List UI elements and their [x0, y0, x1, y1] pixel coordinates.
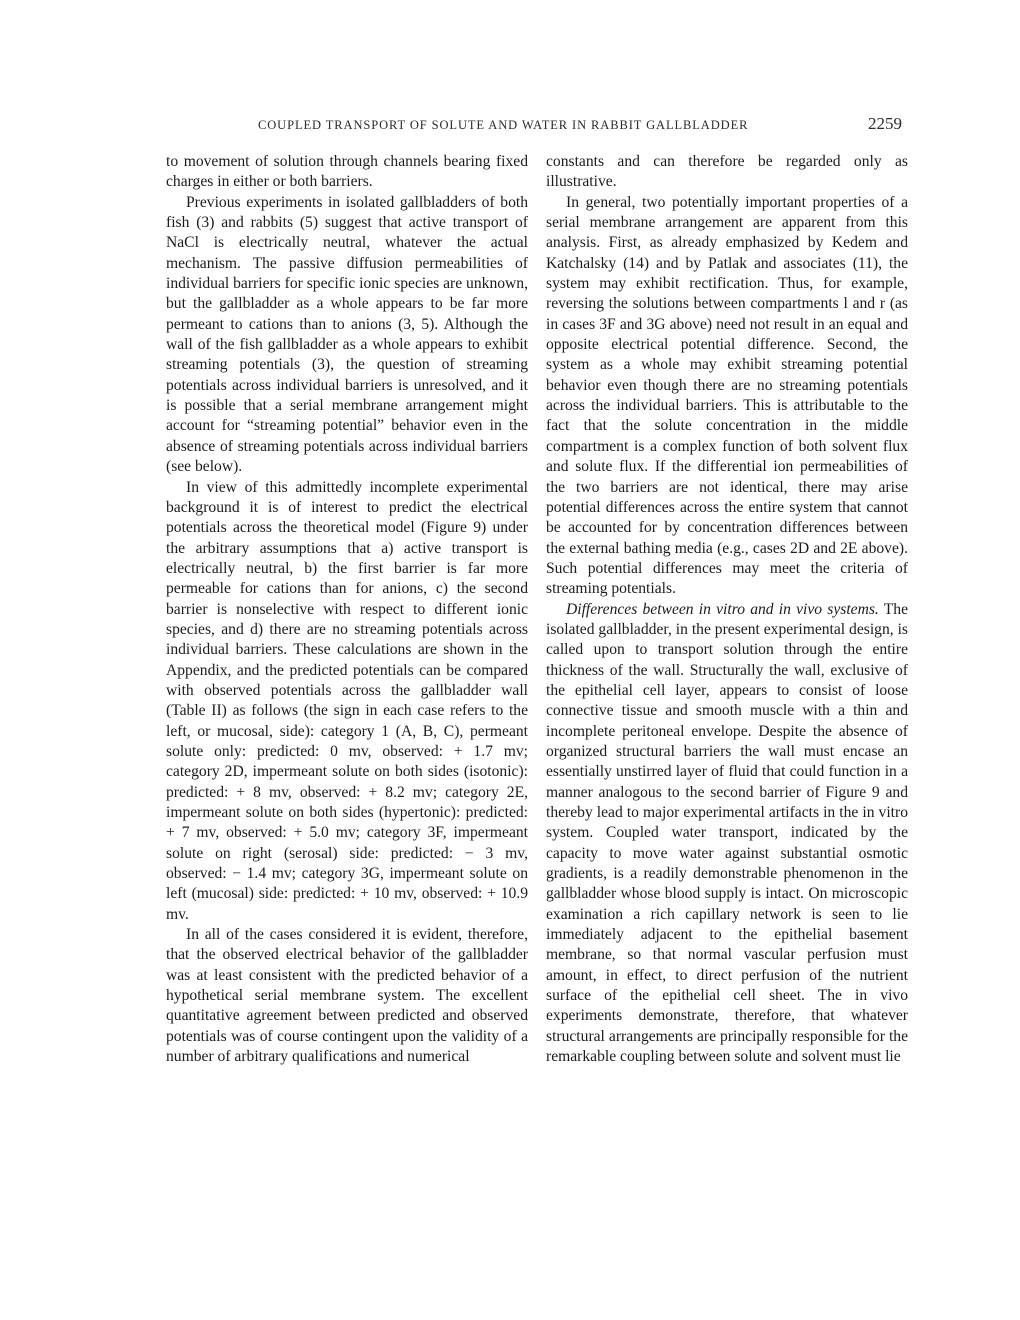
paragraph: In general, two potentially important properties of a serial membrane arrangement are apparent from this analysis. First, as already emphasized by Kedem and Katchalsky (14) and by Patlak and associates (11), the system may exhibit rectification. Thus, for example, reversing the solutions between compartments l and r (as in cases 3F and 3G above) need not result in an equal and opposite electrical potential difference. Second, the system as a whole may exhibit streaming potential behavior even though there are no streaming potentials across the individual barriers. This is attributable to the fact that the solute concentration in the middle compartment is a complex function of both solvent flux and solute flux. If the differential ion permeabilities of the two barriers are not identical, there may arise potential differences across the entire system that cannot be accounted for by concentration differences between the external bathing media (e.g., cases 2D and 2E above). Such potential differences may meet the criteria of streaming potentials. — [546, 193, 908, 598]
section-heading: Differences between in vitro and in vivo systems. — [566, 600, 879, 618]
paragraph — [546, 600, 908, 1068]
paragraph: Previous experiments in isolated gallbladders of both fish (3) and rabbits (5) suggest that active transport of NaCl is electrically neutral, whatever the actual mechanism. The passive diffusion permeabilities of individual barriers for specific ionic species are unknown, but the gallbladder as a whole appears to be far more permeant to cations than to anions (3, 5). Although the wall of the fish gallbladder as a whole appears to exhibit streaming potentials (3), the question of streaming potentials across individual barriers is unresolved, and it is possible that a serial membrane arrangement might account for “streaming potential” behavior even in the absence of streaming potentials across individual barriers (see below). — [166, 193, 528, 476]
right-column — [546, 152, 908, 1067]
paragraph: to movement of solution through channels bearing fixed charges in either or both barriers. — [166, 153, 528, 191]
paragraph-body: The isolated gallbladder, in the present experimental design, is called upon to transport solution through the entire thickness of the wall. Structurally the wall, exclusive of the epithelial cell layer, appears to consist of loose connective tissue and smooth muscle with a thin and incomplete peritoneal envelope. Despite the absence of organized structural barriers the wall must encase an essentially unstirred layer of fluid that could function in a manner analogous to the second barrier of Figure 9 and thereby lead to major experimental artifacts in the in vitro system. Coupled water transport, indicated by the capacity to move water against substantial osmotic gradients, is a readily demonstrable phenomenon in the gallbladder whose blood supply is intact. On microscopic examination a rich capillary network is seen to lie immediately adjacent to the epithelial basement membrane, so that normal vascular perfusion must amount, in effect, to direct perfusion of the nutrient surface of the epithelial cell sheet. The in vivo experiments demonstrate, therefore, that whatever structural arrangements are principally responsible for the remarkable coupling between solute and solvent must lie — [546, 600, 908, 1066]
paragraph: In all of the cases considered it is evident, therefore, that the observed electrical behavior of the gallbladder was at least consistent with the predicted behavior of a hypothetical serial membrane system. The excellent quantitative agreement between predicted and observed potentials was of course contingent upon the validity of a number of arbitrary qualifications and numerical — [166, 926, 528, 1066]
page-number: 2259 — [868, 114, 902, 133]
paragraph: constants and can therefore be regarded only as illustrative. — [546, 153, 908, 191]
left-column — [166, 152, 528, 1067]
paragraph: In view of this admittedly incomplete experimental background it is of interest to predict the electrical potentials across the theoretical model (Figure 9) under the arbitrary assumptions that a) active transport is electrically neutral, b) the first barrier is far more permeable for cations than for anions, c) the second barrier is nonselective with respect to different ionic species, and d) there are no streaming potentials across individual barriers. These calculations are shown in the Appendix, and the predicted potentials can be compared with observed potentials across the gallbladder wall (Table II) as follows (the sign in each case refers to the left, or mucosal, side): category 1 (A, B, C), permeant solute only: predicted: 0 mv, observed: + 1.7 mv; category 2D, impermeant solute on both sides (isotonic): predicted: + 8 mv, observed: + 8.2 mv; category 2E, impermeant solute on both sides (hypertonic): predicted: + 7 mv, observed: + 5.0 mv; category 3F, impermeant solute on right (serosal) side: predicted: − 3 mv, observed: − 1.4 mv; category 3G, impermeant solute on left (mucosal) side: predicted: + 10 mv, observed: + 10.9 mv. — [166, 478, 528, 923]
running-title: COUPLED TRANSPORT OF SOLUTE AND WATER IN RABBIT GALLBLADDER — [258, 118, 749, 132]
